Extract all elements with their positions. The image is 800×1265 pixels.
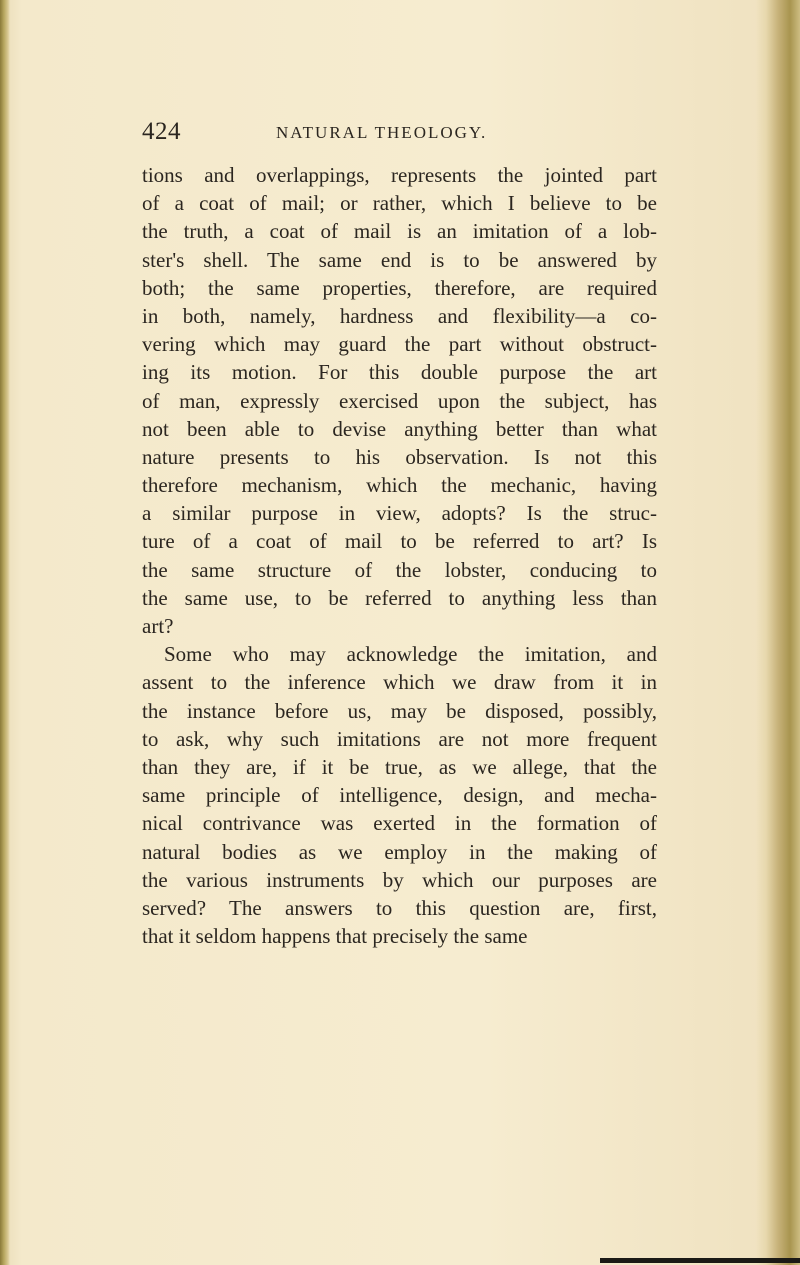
text-line: than they are, if it be true, as we allege, that the	[142, 754, 657, 779]
text-line: served? The answers to this question are, first,	[142, 895, 657, 920]
text-line: ing its motion. For this double purpose the art	[142, 360, 657, 385]
text-line: the truth, a coat of mail is an imitation of a lob-	[142, 219, 657, 244]
text-line: of man, expressly exercised upon the subject, has	[142, 388, 657, 413]
text-line: art?	[142, 614, 174, 638]
page-bottom-edge	[600, 1258, 800, 1263]
text-line: both; the same properties, therefore, are required	[142, 275, 657, 300]
page-gutter-edge	[0, 0, 10, 1265]
text-line: to ask, why such imitations are not more frequent	[142, 726, 657, 751]
text-line: ster's shell. The same end is to be answered by	[142, 247, 657, 272]
text-line: not been able to devise anything better than what	[142, 416, 657, 441]
text-line: the same use, to be referred to anything less than	[142, 585, 657, 610]
text-line: of a coat of mail; or rather, which I believe to be	[142, 191, 657, 216]
body-text	[142, 161, 657, 950]
text-line: tions and overlappings, represents the jointed part	[142, 163, 657, 187]
text-line: nical contrivance was exerted in the formation of	[142, 811, 657, 836]
text-line: nature presents to his observation. Is not this	[142, 444, 657, 469]
page-header	[142, 118, 562, 154]
text-line: that it seldom happens that precisely the same	[142, 924, 528, 949]
text-line: same principle of intelligence, design, and mecha-	[142, 783, 657, 808]
page-number: 424	[142, 118, 181, 145]
page-fore-edge	[756, 0, 800, 1265]
text-line: vering which may guard the part without obstruct-	[142, 332, 657, 357]
text-line: in both, namely, hardness and flexibility—a co-	[142, 303, 657, 328]
text-line: Some who may acknowledge the imitation, and	[164, 642, 657, 667]
text-line: the various instruments by which our purposes are	[142, 867, 657, 892]
text-line: the same structure of the lobster, conducing to	[142, 557, 657, 582]
text-line: assent to the inference which we draw from it in	[142, 670, 657, 695]
text-line: therefore mechanism, which the mechanic, having	[142, 473, 657, 498]
text-line: natural bodies as we employ in the making of	[142, 839, 657, 864]
text-line: ture of a coat of mail to be referred to art? Is	[142, 529, 657, 554]
text-line: the instance before us, may be disposed, possibly,	[142, 698, 657, 723]
text-line: a similar purpose in view, adopts? Is the struc-	[142, 501, 657, 526]
running-head: NATURAL THEOLOGY.	[276, 123, 488, 142]
